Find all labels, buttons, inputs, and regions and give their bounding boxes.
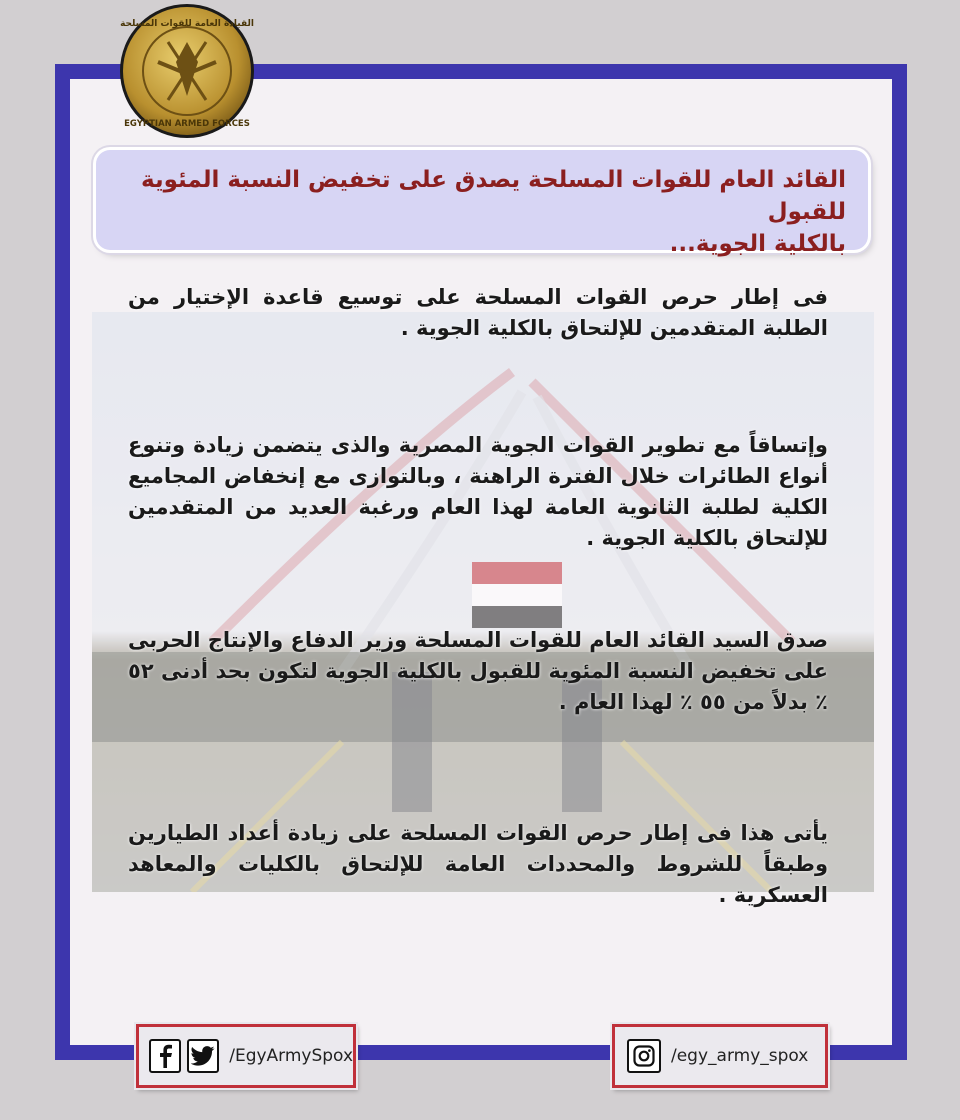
emblem-english-text: EGYPTIAN ARMED FORCES: [124, 119, 250, 129]
paragraph-2: وإتساقاً مع تطوير القوات الجوية المصرية والذى يتضمن زيادة وتنوع أنواع الطائرات خلال الفترة الراهنة ، وبالتوازى مع إنخفاض المجاميع الكلية لطلبة الثانوية العامة لهذا العام ورغبة العديد من المتقدمين للإلتحاق بالكلية الجوية .: [128, 433, 828, 550]
emblem-arabic-text: القيادة العامة للقوات المسلحة: [120, 19, 254, 29]
headline-line-1: القائد العام للقوات المسلحة يصدق على تخفيض النسبة المئوية للقبول: [141, 167, 846, 225]
facebook-twitter-handle[interactable]: /EgyArmySpox: [229, 1046, 353, 1066]
headline-line-2: بالكلية الجوية...: [669, 231, 846, 257]
paragraph-4: يأتى هذا فى إطار حرص القوات المسلحة على زيادة أعداد الطيارين وطبقاً للشروط والمحددات العامة للإلتحاق بالكليات والمعاهد العسكرية .: [128, 821, 828, 907]
instagram-handle-box: [612, 1024, 828, 1088]
twitter-icon[interactable]: [187, 1039, 219, 1073]
instagram-icon[interactable]: [627, 1039, 661, 1073]
facebook-twitter-handle-box: [136, 1024, 356, 1088]
instagram-handle[interactable]: /egy_army_spox: [671, 1046, 809, 1066]
paragraph-1: فى إطار حرص القوات المسلحة على توسيع قاعدة الإختيار من الطلبة المتقدمين للإلتحاق بالكلية الجوية .: [128, 285, 828, 340]
paragraph-3: صدق السيد القائد العام للقوات المسلحة وزير الدفاع والإنتاج الحربى على تخفيض النسبة المئوية للقبول بالكلية الجوية لتكون بحد أدنى ٥٢ ٪ بدلاً من ٥٥ ٪ لهذا العام .: [128, 628, 828, 714]
egyptian-armed-forces-emblem: [118, 2, 256, 140]
facebook-icon[interactable]: [149, 1039, 181, 1073]
parade-background-image: [92, 312, 874, 892]
headline-box: [96, 150, 868, 257]
